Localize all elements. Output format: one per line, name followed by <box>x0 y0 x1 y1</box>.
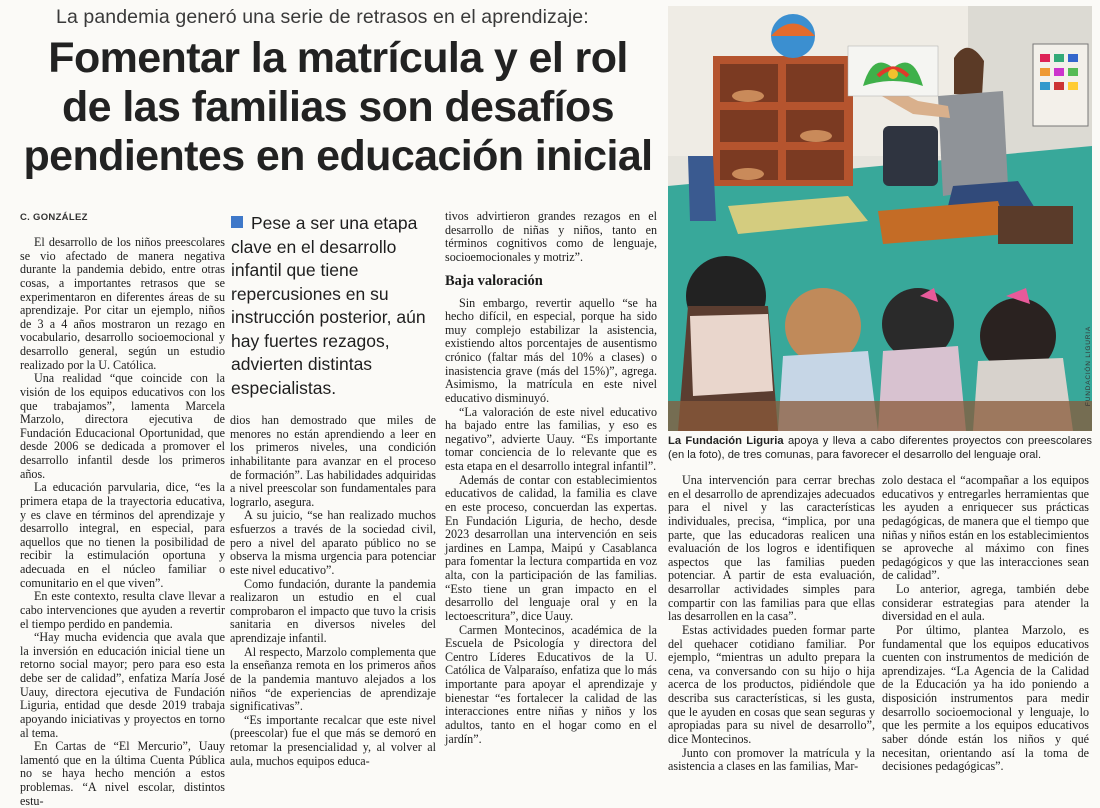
article-column-5 <box>882 474 1089 774</box>
square-bullet-icon <box>231 216 243 228</box>
paragraph: “Es importante recalcar que este nivel (preescolar) fue el que más se demoró en retomar la presencialidad y, al volver al aula, muchos equipos educa- <box>230 712 436 768</box>
article-column-2 <box>230 414 436 768</box>
headline-line: Fomentar la matrícula y el rol <box>48 34 628 82</box>
paragraph: dios han demostrado que miles de menores no están aprendiendo a leer en los primeros niveles, una condición inhabilitante para avanzar en el proceso de formación”. Las habilidades adquiridas a nivel preescolar son fundamentales para lograrlo, asegura. <box>230 413 436 509</box>
photo-credit: FUNDACIÓN LIGURIA <box>1085 326 1092 407</box>
headline-line: de las familias son desafíos <box>62 83 614 131</box>
headline <box>18 34 658 181</box>
byline: C. GONZÁLEZ <box>20 212 88 223</box>
article-photo <box>668 6 1092 431</box>
pull-quote <box>231 212 433 400</box>
caption-text: apoya y lleva a cabo diferentes proyectos con preescolares (en la foto), de tres comunas, para favorecer el desarrollo del lenguaje oral. <box>668 435 1093 461</box>
paragraph: “La valoración de este nivel educativo ha bajado entre las familias, y eso es negativo”, advierte Uauy. “Es importante tomar conciencia de lo relevante que es esta etapa en el desarrollo integral infantil”. <box>445 404 657 473</box>
paragraph: Además de contar con establecimientos educativos de calidad, la familia es clave en este proceso, concuerdan las expertas. En Fundación Liguria, de hecho, desde 2023 desarrollan una intervención en seis jardines en Lampa, Maipú y Casablanca para fomentar la lectura compartida en voz alta, con la participación de las familias. “Esto tiene un gran impacto en el desarrollo del lenguaje oral y en la lectoescritura”, dice Uauy. <box>445 472 657 623</box>
paragraph: En este contexto, resulta clave llevar a cabo intervenciones que ayuden a revertir el tiempo perdido en pandemia. <box>20 589 225 631</box>
paragraph: La educación parvularia, dice, “es la primera etapa de la trayectoria educativa, y es clave en términos del aprendizaje y desarrollo integral, en especial, para aquellos que no tienen la posibilidad de recibir la estimulación oportuna y adecuada en el núcleo familiar o comunitario en el que viven”. <box>20 480 225 590</box>
subheading: Baja valoración <box>445 272 543 289</box>
article-column-3 <box>445 210 657 746</box>
article-column-1 <box>20 236 225 808</box>
paragraph: Por último, plantea Marzolo, es fundamental que los equipos educativos cuenten con instrumentos de medición de aprendizajes. “La Agencia de la Calidad de la Educación ya ha ido poniendo a disposición instrumentos para medir desarrollo socioemocional y lenguaje, lo que les permite a los equipos educativos saber dónde están los niños y qué necesitan, orientando así la toma de decisiones pedagógicas”. <box>882 622 1089 774</box>
paragraph: Al respecto, Marzolo complementa que la enseñanza remota en los primeros años de la pandemia mantuvo alejados a los niños “de experiencias de aprendizaje significativas”. <box>230 644 436 714</box>
article-column-4 <box>668 474 875 774</box>
paragraph: En Cartas de “El Mercurio”, Uauy lamentó que en la última Cuenta Pública no se haya hecho mención a estos problemas. “A nivel escolar, distintos estu- <box>20 739 225 808</box>
caption-lead: La Fundación Liguria <box>668 435 784 447</box>
paragraph: A su juicio, “se han realizado muchos esfuerzos a través de la sociedad civil, pero a nivel del aparato público no se observa la misma urgencia para potenciar este nivel educativo”. <box>230 508 436 577</box>
paragraph: Como fundación, durante la pandemia realizaron un estudio en el cual comprobaron el impacto que tuvo la crisis sanitaria en diversos niveles del aprendizaje infantil. <box>230 576 436 645</box>
paragraph: Sin embargo, revertir aquello “se ha hecho difícil, en especial, porque ha sido muy complejo estabilizar la asistencia, existiendo altos porcentajes de ausentismo crónico (faltar más del 10% a clases) o inasistencia grave (más del 15%)”, agrega. Asimismo, la matrícula en este nivel educativo disminuyó. <box>445 295 657 405</box>
paragraph: Carmen Montecinos, académica de la Escuela de Psicología y directora del Centro Líderes Educativos de la U. Católica de Valparaíso, enfatiza que lo más importante para apoyar el aprendizaje y bienestar “es fortalecer la calidad de las interacciones entre niñas y niños y los adultos, tanto en el hogar como en el jardín”. <box>445 622 657 746</box>
paragraph: tivos advirtieron grandes rezagos en el desarrollo de niñas y niños, tanto en términos cognitivos como de lenguaje, socioemocionales y motriz”. <box>445 209 657 264</box>
paragraph: zolo destaca el “acompañar a los equipos educativos y entregarles herramientas que les ayuden a enriquecer sus prácticas pedagógicas, de manera que el tiempo que niñas y niños están en los establecimientos se aproveche al máximo con fines pedagógicos y que las interacciones sean de calidad”. <box>882 473 1089 583</box>
classroom-photo-illustration <box>668 6 1092 431</box>
paragraph: Estas actividades pueden formar parte del quehacer cotidiano familiar. Por ejemplo, “mientras un adulto prepara la cena, va conversando con su hijo o hija acerca de los productos, pidiéndole que describa sus características, si les gusta, que le ayuden en cosas que sean seguras y apropiadas para su nivel de desarrollo”, dice Montecinos. <box>668 622 875 746</box>
paragraph: Una intervención para cerrar brechas en el desarrollo de aprendizajes adecuados para el nivel y las características individuales, precisa, “implica, por una parte, que las educadoras realicen una evaluación de los logros e identifiquen aspectos que las familias pueden potenciar. A partir de esta evaluación, desarrollar actividades simples para compartir con las familias para que ellas las desarrollen en la casa”. <box>668 473 875 624</box>
paragraph: Junto con promover la matrícula y la asistencia a clases en las familias, Mar- <box>668 745 875 774</box>
paragraph: “Hay mucha evidencia que avala que la inversión en educación inicial tiene un retorno social mayor; pero para eso esta debe ser de calidad”, enfatiza María José Uauy, directora ejecutiva de Fundación Liguria, entidad que desde 2019 trabaja apoyando iniciativas y proyectos en torno al tema. <box>20 630 225 740</box>
headline-line: pendientes en educación inicial <box>23 132 653 180</box>
paragraph: Una realidad “que coincide con la visión de los equipos educativos con los que trabajamos”, lamenta Marcela Marzolo, directora ejecutiva de Fundación Educacional Oportunidad, que desde 2006 se dedicada a promover el desarrollo infantil desde los primeros años. <box>20 371 225 481</box>
paragraph: Lo anterior, agrega, también debe considerar estrategias para atender la diversidad en el aula. <box>882 582 1089 624</box>
photo-caption <box>668 434 1092 462</box>
kicker: La pandemia generó una serie de retrasos en el aprendizaje: <box>56 6 589 28</box>
paragraph: El desarrollo de los niños preescolares se vio afectado de manera negativa durante la pandemia debido, entre otras cosas, a importantes retrasos que se experimentaron en diferentes áreas de su aprendizaje. Por citar un ejemplo, niños de 3 a 4 años mostraron un rezago en vocabulario, desarrollo socioemocional y desarrollo general, según un estudio realizado por la U. Católica. <box>20 235 225 372</box>
pull-quote-text: Pese a ser una etapa clave en el desarrollo infantil que tiene repercusiones en su instrucción posterior, aún hay fuertes rezagos, advierten distintas especialistas. <box>231 213 426 398</box>
